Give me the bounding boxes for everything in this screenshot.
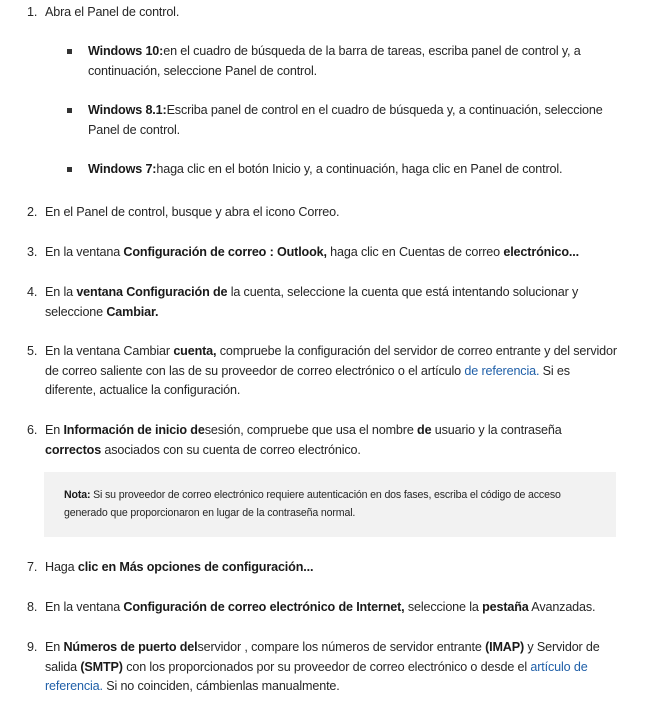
step-2 <box>0 203 620 223</box>
ui-term: electrónico... <box>503 245 579 259</box>
step-text: Avanzadas. <box>528 600 596 614</box>
step-5 <box>0 342 620 401</box>
step-text: Abra el Panel de control. <box>45 5 180 19</box>
step-text: En la <box>45 285 77 299</box>
step-4 <box>0 283 620 322</box>
reference-link[interactable]: de referencia. <box>464 363 540 378</box>
step-9 <box>0 638 620 697</box>
ui-term: cuenta, <box>173 344 217 358</box>
ui-term: Configuración de correo : Outlook, <box>123 245 327 259</box>
step-text: Si no coinciden, cámbienlas manualmente. <box>102 679 340 693</box>
step-text: En la ventana <box>45 245 124 259</box>
step-6 <box>0 421 620 460</box>
substep-windows-10 <box>0 42 620 81</box>
substep-text: Escriba panel de control en el cuadro de búsqueda y, a continuación, seleccione Panel de control. <box>88 103 603 137</box>
substep-windows-8-1 <box>0 101 620 140</box>
step-number: 5. <box>27 344 38 358</box>
bullet-icon <box>67 108 72 113</box>
step-number: 8. <box>27 600 38 614</box>
step-7 <box>0 558 620 578</box>
step-text: con los proporcionados por su proveedor de correo electrónico o desde el <box>122 659 531 674</box>
ui-term: ventana Configuración de <box>76 285 228 299</box>
ui-term: pestaña <box>482 600 529 614</box>
step-text: usuario y la contraseña <box>431 423 562 437</box>
step-text: sesión, compruebe que usa el nombre <box>204 423 418 437</box>
ui-term: (SMTP) <box>80 659 123 674</box>
step-number: 7. <box>27 560 38 574</box>
step-number: 2. <box>27 205 38 219</box>
ui-term: correctos <box>45 442 102 457</box>
substep-label: Windows 8.1: <box>88 103 167 117</box>
step-text: y Servidor de salida <box>45 640 600 674</box>
step-8 <box>0 598 620 618</box>
step-number: 3. <box>27 245 38 259</box>
step-text: haga clic en Cuentas de correo <box>326 245 504 259</box>
step-text: la cuenta, seleccione la cuenta que está intentando solucionar y seleccione <box>45 285 579 319</box>
step-3 <box>0 243 620 263</box>
substep-windows-7 <box>0 160 620 180</box>
substep-text: en el cuadro de búsqueda de la barra de tareas, escriba panel de control y, a continuación, seleccione Panel de control. <box>88 44 581 78</box>
bullet-icon <box>67 49 72 54</box>
ui-term: Cambiar. <box>106 304 159 319</box>
step-text: En la ventana <box>45 600 124 614</box>
step-number: 1. <box>27 5 38 19</box>
note-text: Si su proveedor de correo electrónico requiere autenticación en dos fases, escriba el código de acceso generado que proporcionaron en lugar de la contraseña normal. <box>64 489 561 519</box>
ui-term: (IMAP) <box>485 640 525 654</box>
step-text: En la ventana Cambiar <box>45 344 174 358</box>
step-text: servidor , compare los números de servidor entrante <box>197 640 486 654</box>
note-label: Nota: <box>64 489 91 501</box>
step-text: seleccione la <box>404 600 483 614</box>
step-number: 9. <box>27 640 38 654</box>
substep-text: haga clic en el botón Inicio y, a continuación, haga clic en Panel de control. <box>156 162 563 176</box>
step-text: compruebe la configuración del servidor de correo entrante y del servidor de correo saliente con las de su proveedor de correo electrónico o el artículo <box>45 344 617 378</box>
ui-term: Información de inicio de <box>63 423 205 437</box>
bullet-icon <box>67 167 72 172</box>
step-1 <box>0 3 620 23</box>
step-text: Si es diferente, actualice la configuración. <box>45 363 570 397</box>
ui-term: Configuración de correo electrónico de Internet, <box>123 600 405 614</box>
reference-link[interactable]: artículo de referencia. <box>45 659 588 693</box>
note-box <box>44 472 616 537</box>
substep-label: Windows 7: <box>88 162 157 176</box>
step-text: asociados con su cuenta de correo electrónico. <box>101 442 361 457</box>
ui-term: Números de puerto del <box>63 640 198 654</box>
substep-label: Windows 10: <box>88 44 164 58</box>
step-number: 6. <box>27 423 38 437</box>
step-text: En <box>45 423 64 437</box>
ui-term: de <box>417 423 432 437</box>
step-number: 4. <box>27 285 38 299</box>
step-text: En el Panel de control, busque y abra el icono Correo. <box>45 205 340 219</box>
step-text: En <box>45 640 64 654</box>
ui-term: clic en Más opciones de configuración... <box>77 560 314 574</box>
step-text: Haga <box>45 560 78 574</box>
